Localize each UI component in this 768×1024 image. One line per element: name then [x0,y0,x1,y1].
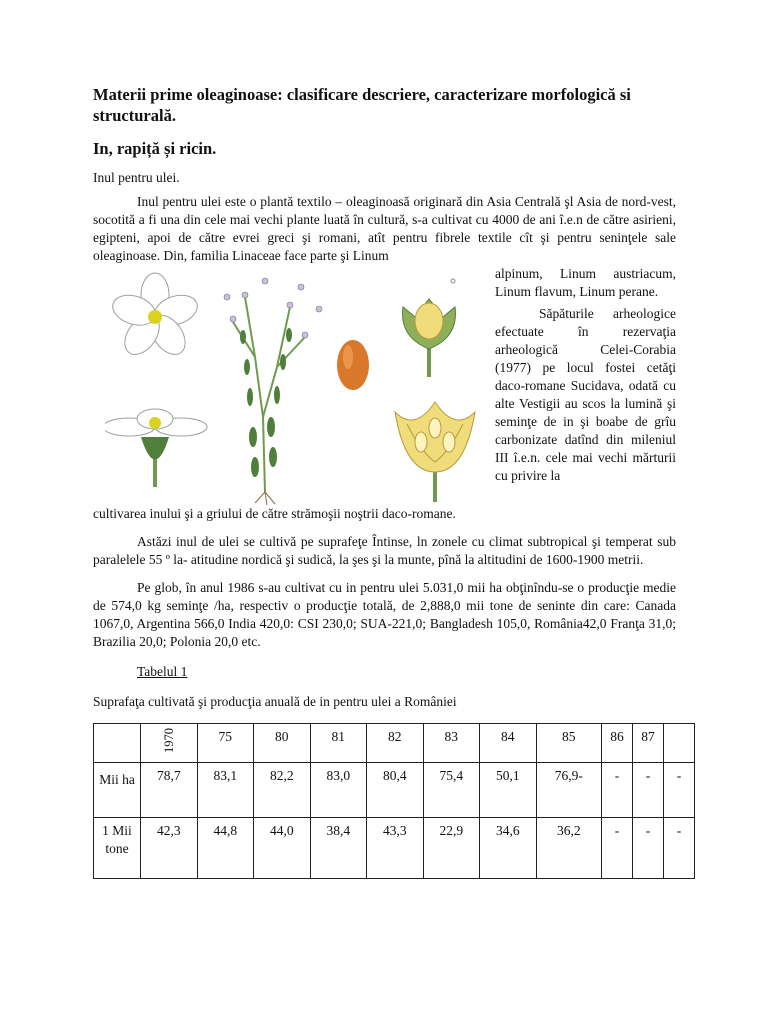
paragraph-world-production: Pe glob, în anul 1986 s-au cultivat cu in pentru ulei 5.031,0 mii ha obţinîndu-se o producţie medie de 574,0 kg seminţe /ha, respectiv o producţie totală, de 2,888,0 mii tone de seninte din care: Canada 1067,0, Argentina 566,0 India 420,0: CSI 230,0; SUA-221,0; Bangladesh 105,0, România42,0 Franţa 31,0; Brazilia 20,0; Polonia 20,0 etc. [93,580,676,649]
table-cell: 80,4 [367,763,424,818]
flax-leaves-icon [240,328,292,477]
flax-plant-icon [233,297,305,505]
document-subtitle: In, rapiță și ricin. [93,139,217,158]
table-cell: 34,6 [480,818,537,879]
table-year-cell: 83 [423,724,480,763]
table-year-cell: 81 [310,724,367,763]
table-year-cell: 1970 [141,724,198,763]
flax-flower-top-icon [109,273,201,361]
table-cell: 22,9 [423,818,480,879]
table-cell: 50,1 [480,763,537,818]
flax-seed-icon [337,340,369,390]
table-year-cell: 87 [633,724,664,763]
table-year-cell [664,724,695,763]
table-cell: 75,4 [423,763,480,818]
table-cell: - [602,763,633,818]
table-year-cell: 86 [602,724,633,763]
flax-capsule-icon [403,299,456,377]
flax-capsule-section-icon [395,402,475,502]
table-cell: 43,3 [367,818,424,879]
paragraph-archaeology-end: cultivarea inului şi a griului de către strămoşii noştrii daco-romane. [93,506,456,521]
table-cell: - [664,763,695,818]
table-year-cell: 85 [536,724,602,763]
paragraph-archaeology: Săpăturile arheologice efectuate în rezervaţia arheologică Celei-Corabia (1977) pe locul fostei cetăţi daco-romane Sucidava, odată cu alte Vestigii au scos la lumină şi seminţe de in şi boabe de grîu carbonizate datînd din mileniul III î.e.n. cele mai vechi mărturii cu privire la [495,306,676,483]
table-cell: - [664,818,695,879]
paragraph-cultivation-zones: Astăzi inul de ulei se cultivă pe suprafeţe Întinse, ln zonele cu climat subtropical şi temperat sub paralelele 55 º la- atitudine nordică şi sudică, la şes şi la munte, pînă la altitudini de 1600-1900 metrii. [93,534,676,567]
table-corner-cell [94,724,141,763]
table-caption: Suprafaţa cultivată şi producţia anuală de in pentru ulei a României [93,694,457,709]
table-row-label: 1 Mii tone [94,818,141,879]
table-year-cell: 84 [480,724,537,763]
table-label: Tabelul 1 [137,664,188,679]
paragraph-origin: Inul pentru ulei este o plantă textilo – oleaginoasă originară din Asia Centrală şl Asia de nord-vest, socotită a fi una din cele mai vechi plante luată în cultură, s-a cultivat cu 4000 de ani î.e.n de către asirieni, egipteni, apoi de către evrei greci şi romani, atît pentru fibrele textile cît şi pentru seninţele sale oleaginoase. Din, familia Linaceae face parte şi Linum [93,194,676,263]
table-header-row [94,724,695,763]
document-title: Materii prime oleaginoase: clasificare descriere, caracterizare morfologică si structurală. [93,85,631,125]
table-cell: 76,9- [536,763,602,818]
table-year-cell: 82 [367,724,424,763]
table-row [94,818,695,879]
table-year-cell: 80 [254,724,311,763]
table-cell: 44,0 [254,818,311,879]
table-cell: 44,8 [197,818,254,879]
paragraph-linum-species: alpinum, Linum austriacum, Linum flavum, Linum perane. [495,266,676,299]
table-cell: 78,7 [141,763,198,818]
flax-buds-icon [224,278,322,338]
table-cell: 83,1 [197,763,254,818]
figure-with-text [93,265,676,523]
table-row-label: Mii ha [94,763,141,818]
side-column [495,265,676,485]
flax-plant-illustration [105,267,489,505]
table-cell: 38,4 [310,818,367,879]
table-cell: 36,2 [536,818,602,879]
table-cell: - [633,818,664,879]
table-cell: 82,2 [254,763,311,818]
table-cell: - [602,818,633,879]
table-cell: 42,3 [141,818,198,879]
table-row [94,763,695,818]
intro-label: Inul pentru ulei. [93,170,180,185]
document-page [93,84,682,879]
table-year-cell: 75 [197,724,254,763]
table-cell: - [633,763,664,818]
production-table [93,723,695,879]
flax-flower-side-icon [105,409,207,487]
table-cell: 83,0 [310,763,367,818]
